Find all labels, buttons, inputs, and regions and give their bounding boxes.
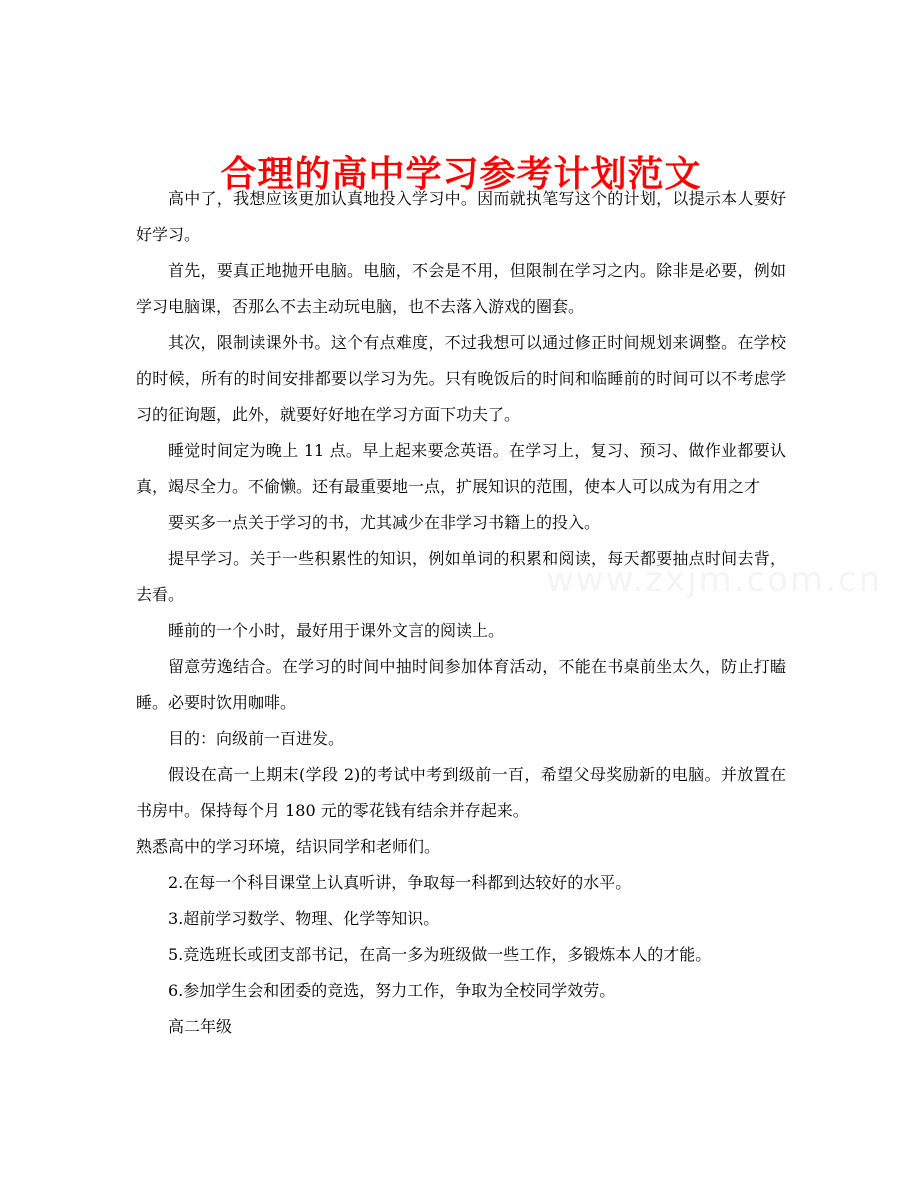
paragraph: 假设在高一上期末(学段 2)的考试中考到级前一百，希望父母奖励新的电脑。并放置在书房中。保持每个月 180 元的零花钱有结余并存起来。 (136, 765, 786, 820)
document-body (136, 181, 786, 1045)
paragraph: 高二年级 (168, 1017, 233, 1036)
paragraph: 目的：向级前一百进发。 (168, 729, 345, 748)
paragraph: 熟悉高中的学习环境，结识同学和老师们。 (136, 837, 441, 856)
watermark: www.zxjm.com.cn (546, 560, 883, 600)
paragraph: 6.参加学生会和团委的竞选，努力工作，争取为全校同学效劳。 (168, 981, 616, 1000)
paragraph: 5.竞选班长或团支部书记，在高一多为班级做一些工作，多锻炼本人的才能。 (168, 945, 712, 964)
document-title: 合理的高中学习参考计划范文 (220, 154, 702, 196)
paragraph: 睡觉时间定为晚上 11 点。早上起来要念英语。在学习上，复习、预习、做作业都要认真，竭尽全力。不偷懒。还有最重要地一点，扩展知识的范围，使本人可以成为有用之才 (136, 441, 786, 496)
paragraph: 2.在每一个科目课堂上认真听讲，争取每一科都到达较好的水平。 (168, 873, 632, 892)
paragraph: 提早学习。关于一些积累性的知识，例如单词的积累和阅读，每天都要抽点时间去背，去看。 (136, 549, 786, 604)
paragraph: 首先，要真正地抛开电脑。电脑，不会是不用，但限制在学习之内。除非是必要，例如学习电脑课，否那么不去主动玩电脑，也不去落入游戏的圈套。 (136, 261, 786, 316)
paragraph: 睡前的一个小时，最好用于课外文言的阅读上。 (168, 621, 505, 640)
paragraph: 其次，限制读课外书。这个有点难度，不过我想可以通过修正时间规划来调整。在学校的时候，所有的时间安排都要以学习为先。只有晚饭后的时间和临睡前的时间可以不考虑学习的征询题，此外，就要好好地在学习方面下功夫了。 (136, 333, 786, 424)
paragraph: 3.超前学习数学、物理、化学等知识。 (168, 909, 440, 928)
paragraph: 高中了，我想应该更加认真地投入学习中。因而就执笔写这个的计划，以提示本人要好好学习。 (136, 189, 786, 244)
paragraph: 要买多一点关于学习的书，尤其减少在非学习书籍上的投入。 (168, 513, 601, 532)
paragraph: 留意劳逸结合。在学习的时间中抽时间参加体育活动，不能在书桌前坐太久，防止打瞌睡。必要时饮用咖啡。 (136, 657, 786, 712)
